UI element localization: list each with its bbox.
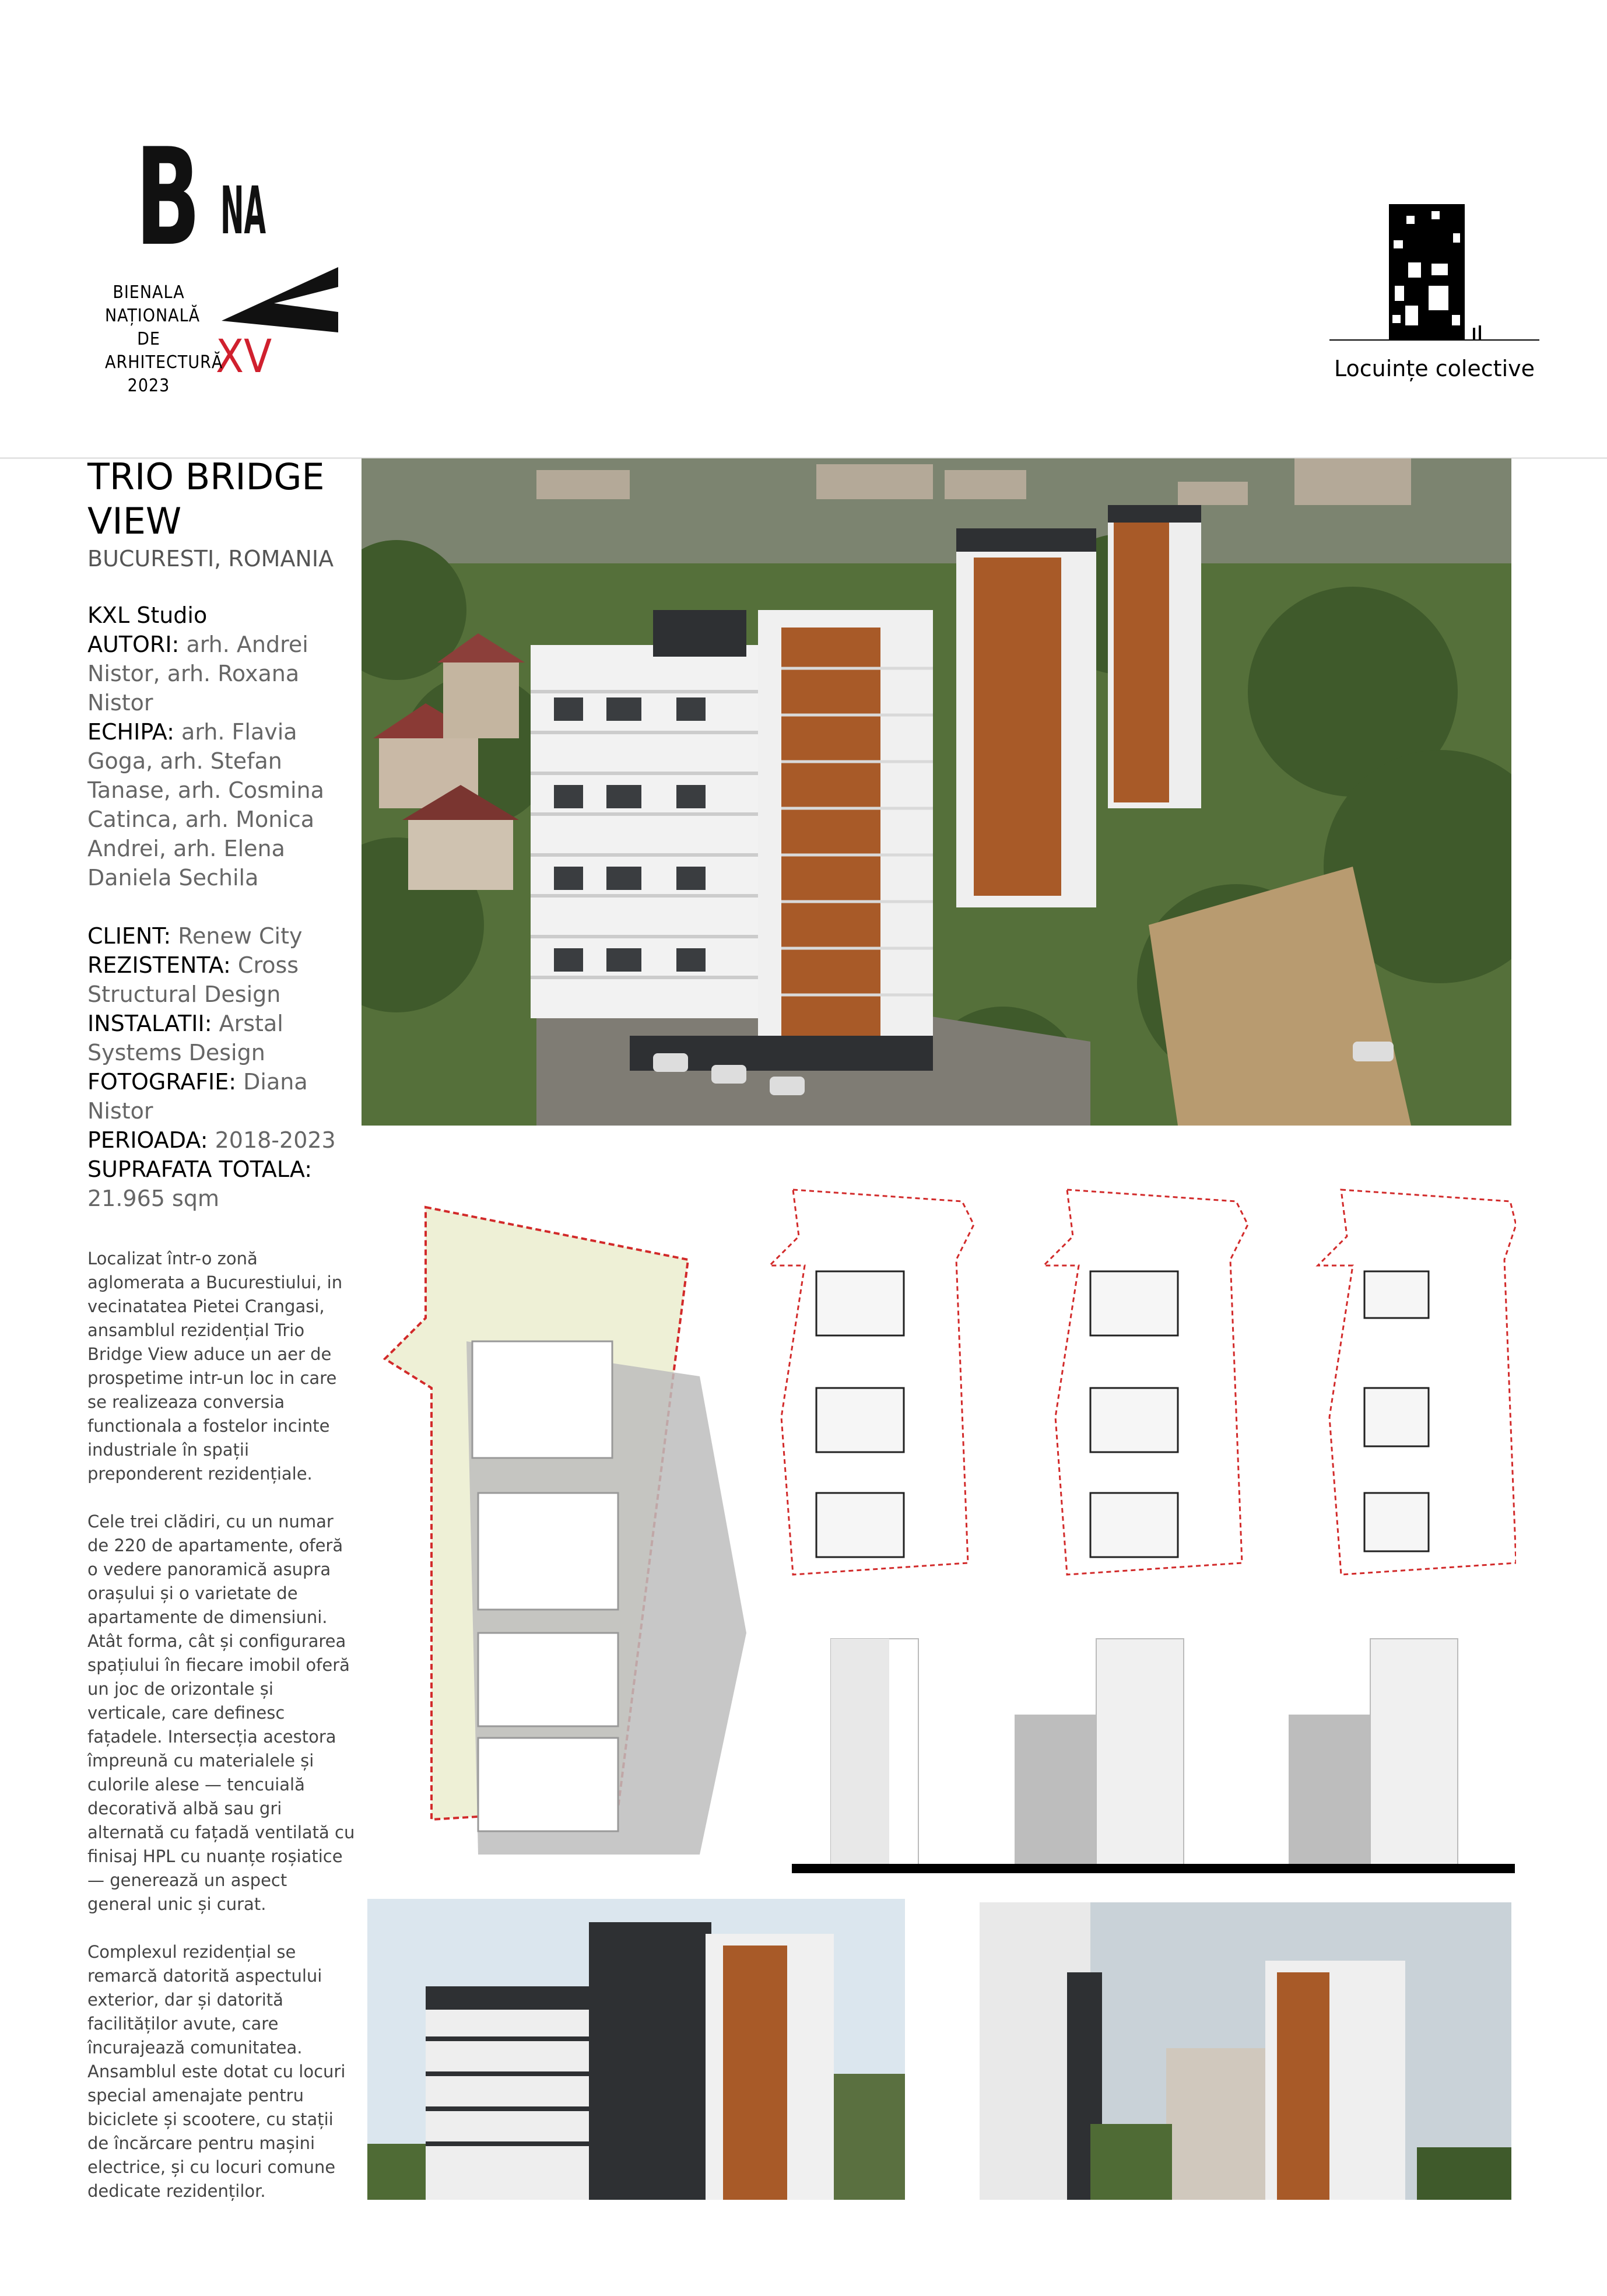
- description-paragraph: Localizat într-o zonă aglomerata a Bucurestiului, in vecinatatea Pietei Crangasi, ansamblul rezidențial Trio Bridge View aduce un aer de prospetime intr-un loc in care se realizeaza conversia functionala a fostelor incinte industriale în spații preponderent rezidențiale.: [87, 1249, 343, 1484]
- logo-letter-b: B: [135, 134, 201, 276]
- project-info: [87, 455, 356, 2227]
- credit-row: [87, 630, 356, 717]
- credit-row: [87, 717, 356, 892]
- credit-label: ECHIPA:: [87, 719, 174, 745]
- logo-line: ARHITECTURĂ: [105, 352, 223, 373]
- credit-value: arh. Andrei Nistor, arh. Roxana Nistor: [87, 632, 308, 716]
- credit-row: [87, 921, 356, 951]
- project-location: BUCURESTI, ROMANIA: [87, 546, 334, 572]
- credit-label: SUPRAFATA TOTALA:: [87, 1156, 313, 1182]
- logo-line: 2023: [127, 376, 170, 396]
- description-paragraph: Complexul rezidențial se remarcă datorită aspectului exterior, dar și datorită facilităților avute, care încurajează comunitatea. Ansamblul este dotat cu locuri special amenajate pentru biciclete și scootere, cu stații de încărcare pentru mașini electrice, și cu locuri comune dedicate rezidenților.: [87, 1942, 346, 2201]
- credit-value: 21.965 sqm: [87, 1186, 219, 1211]
- project-title: TRIO BRIDGE VIEW: [87, 455, 325, 542]
- plans-drawing: [373, 1166, 1516, 1878]
- credit-row: [87, 1009, 356, 1067]
- logo-line: NAȚIONALĂ: [105, 306, 201, 326]
- description-paragraph: Cele trei clădiri, cu un numar de 220 de apartamente, oferă o vedere panoramică asupra orașului și o varietate de apartamente de dimensiuni. Atât forma, cât și configurarea spațiului în fiecare imobil oferă un joc de orizontale și verticale, care definesc fațadele. Intersecția acestora împreună cu materialele și culorile alese — tencuială decorativă albă sau gri alternată cu fațadă ventilată cu finisaj HPL cu nuanțe roșiatice— generează un aspect general unic și curat.: [87, 1512, 355, 1914]
- logo-line: BIENALA: [113, 282, 185, 303]
- category-label: Locuințe colective: [1334, 356, 1535, 381]
- bna-logo: [105, 134, 362, 408]
- credit-value: arh. Flavia Goga, arh. Stefan Tanase, arh. Cosmina Catinca, arh. Monica Andrei, arh. Elena Daniela Sechila: [87, 719, 324, 891]
- credit-label: AUTORI:: [87, 632, 180, 657]
- credit-label: PERIOADA:: [87, 1127, 208, 1153]
- apartment-building-icon: [1329, 198, 1539, 350]
- credit-value: Renew City: [178, 923, 303, 949]
- credit-row: [87, 951, 356, 1009]
- facade-photo-right: [980, 1902, 1511, 2200]
- credit-value: Arstal Systems Design: [87, 1011, 283, 1065]
- facade-photo-left: [367, 1899, 905, 2200]
- credits-block: [87, 601, 356, 1213]
- credit-label: CLIENT:: [87, 923, 171, 949]
- logo-line: DE: [137, 329, 160, 349]
- credit-label: FOTOGRAFIE:: [87, 1069, 237, 1095]
- credit-row: [87, 1126, 356, 1155]
- logo-a-shape: [222, 267, 338, 332]
- credit-row: [87, 1067, 356, 1126]
- credit-value: 2018-2023: [215, 1127, 336, 1153]
- site-plan: [385, 1207, 746, 1855]
- logo-letters-na: NA: [220, 173, 266, 249]
- category-badge: [1329, 198, 1539, 391]
- project-description: [87, 1247, 356, 2203]
- logo-subtitle: [105, 281, 223, 398]
- studio-name: KXL Studio: [87, 602, 208, 628]
- credit-row: [87, 1155, 356, 1213]
- credit-value: Diana Nistor: [87, 1069, 308, 1124]
- credit-label: INSTALATII:: [87, 1011, 212, 1036]
- credit-label: REZISTENTA:: [87, 952, 231, 978]
- aerial-photo: [362, 458, 1511, 1126]
- elevations: [792, 1639, 1515, 1873]
- logo-edition: XV: [216, 331, 272, 383]
- credit-value: Cross Structural Design: [87, 952, 299, 1007]
